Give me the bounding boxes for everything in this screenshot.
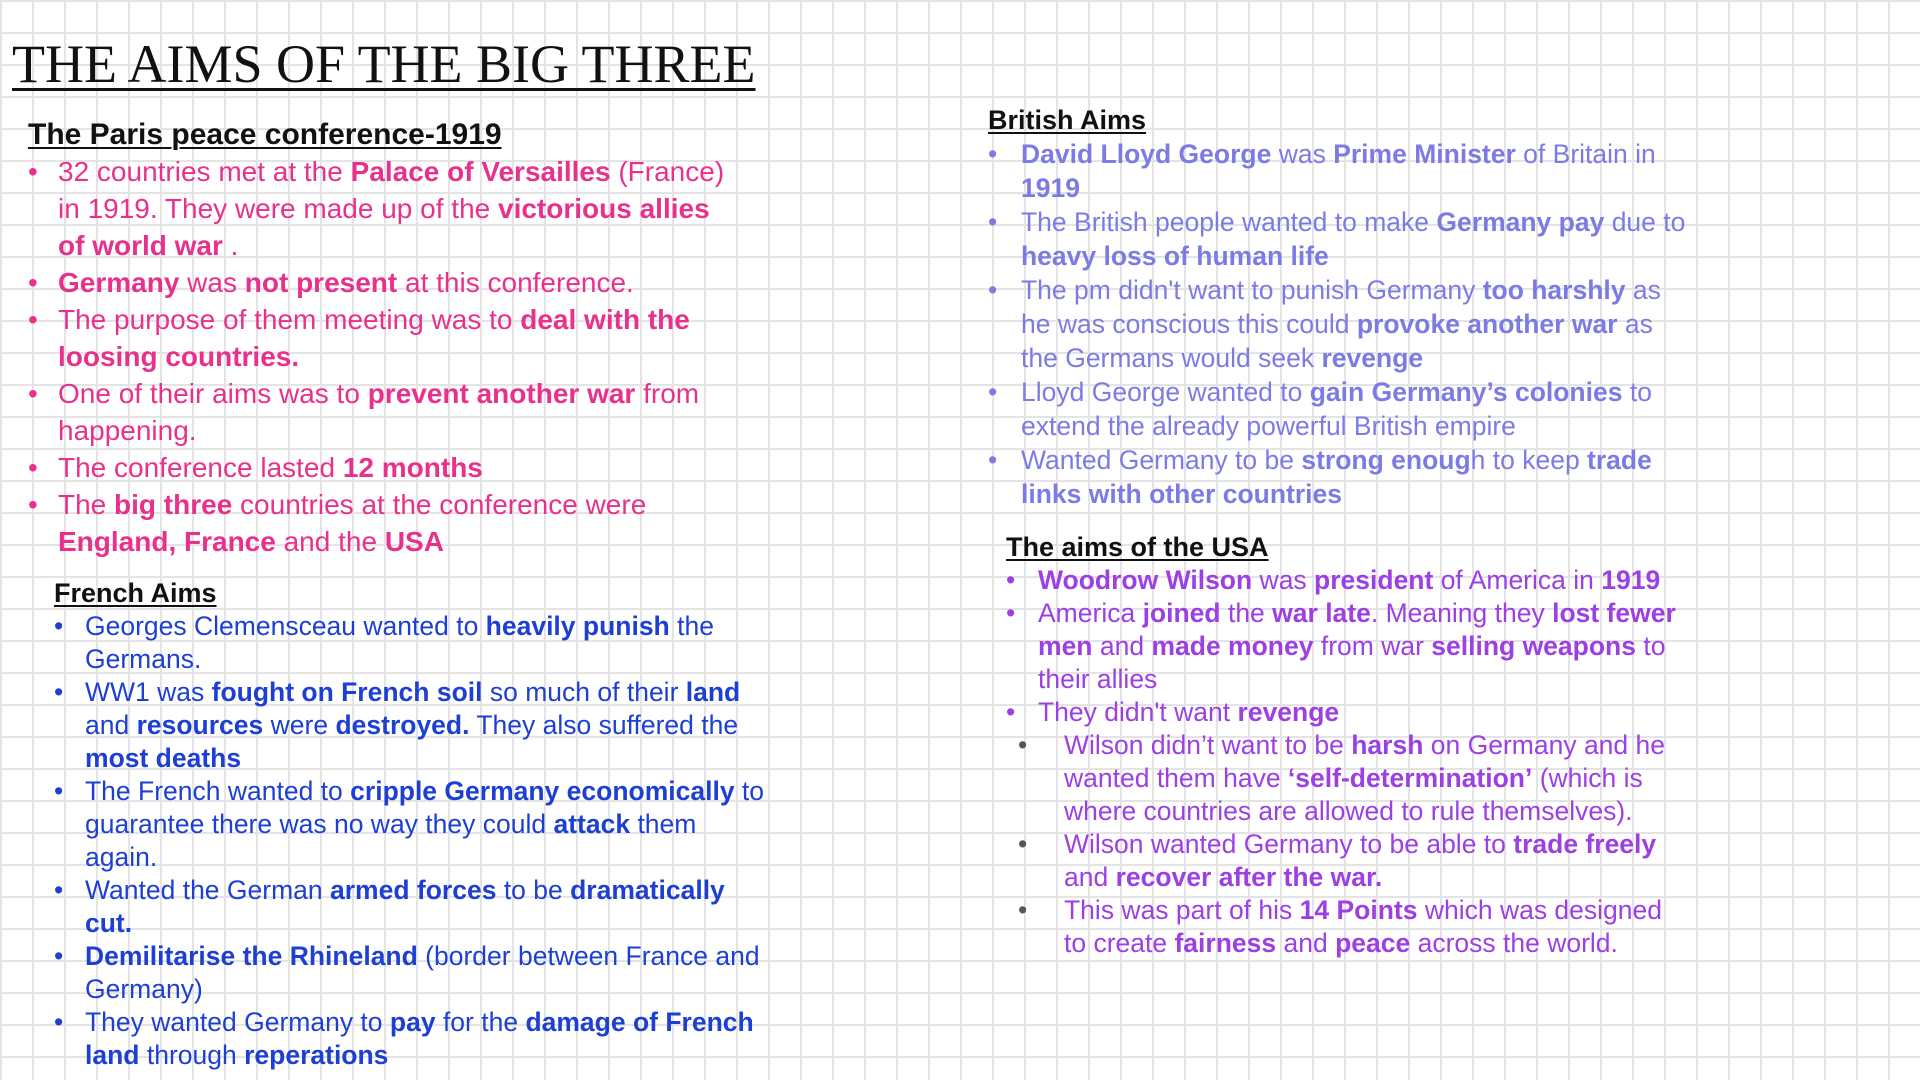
british-aims-section — [988, 103, 1688, 511]
usa-aims-sublist — [1006, 729, 1686, 960]
item-text: Wilson wanted Germany to be able to — [1064, 829, 1514, 859]
item-text: h to keep — [1470, 445, 1588, 475]
item-text: of Britain in — [1515, 139, 1656, 169]
list-item — [1006, 729, 1686, 828]
emphasis-text: cripple Germany economically — [350, 776, 735, 806]
item-text: through — [139, 1040, 245, 1070]
emphasis-text: Demilitarise the Rhineland — [85, 941, 418, 971]
emphasis-text: selling weapons — [1431, 631, 1636, 661]
list-item — [1006, 597, 1686, 696]
emphasis-text: ‘self-determination’ — [1287, 763, 1533, 793]
emphasis-text: big three — [114, 489, 233, 520]
item-text: was — [179, 267, 245, 298]
item-text: to their allies — [1038, 631, 1666, 694]
bullet-icon: • — [54, 677, 64, 707]
bullet-icon: • — [988, 207, 998, 237]
emphasis-text: joined — [1142, 598, 1221, 628]
emphasis-text: 1919 — [1601, 565, 1661, 595]
item-text: from war — [1313, 631, 1432, 661]
item-text: due to — [1604, 207, 1686, 237]
item-text: This was part of his — [1064, 895, 1300, 925]
list-item — [988, 443, 1688, 511]
list-item — [28, 153, 738, 264]
emphasis-text: fought on French soil — [211, 677, 483, 707]
bullet-icon: • — [54, 1007, 64, 1037]
item-text: Wanted Germany to be — [1021, 445, 1302, 475]
item-text: Wilson didn’t want to be — [1064, 730, 1352, 760]
bullet-icon: • — [28, 267, 38, 298]
item-text: countries at the conference were — [232, 489, 647, 520]
list-item — [1006, 696, 1686, 729]
item-text: across the world. — [1410, 928, 1618, 958]
emphasis-text: deal with the loosing countries. — [58, 304, 690, 372]
item-text: as he was conscious this could — [1021, 275, 1661, 339]
bullet-icon: • — [54, 611, 64, 641]
item-text: The British people wanted to make — [1021, 207, 1437, 237]
item-text: so much of their — [482, 677, 686, 707]
emphasis-text: fairness — [1174, 928, 1277, 958]
item-text: The purpose of them meeting was to — [58, 304, 521, 335]
emphasis-text: 1919 — [1021, 173, 1080, 203]
bullet-icon: • — [54, 776, 64, 806]
emphasis-text: revenge — [1321, 343, 1424, 373]
bullet-icon: • — [988, 377, 998, 407]
item-text: and the — [275, 526, 385, 557]
item-text: on Germany and he wanted them have — [1064, 730, 1665, 793]
list-item — [54, 874, 774, 940]
item-text: Lloyd George wanted to — [1021, 377, 1310, 407]
emphasis-text: Germany pay — [1436, 207, 1605, 237]
paris-conference-list — [28, 153, 738, 560]
bullet-icon: • — [28, 489, 38, 520]
item-text: The pm didn't want to punish Germany — [1021, 275, 1483, 305]
french-aims-section — [54, 576, 774, 1072]
emphasis-text: not present — [244, 267, 398, 298]
item-text: (France) in 1919. They were made up of the — [58, 156, 725, 224]
emphasis-text: trade links with other countries — [1021, 445, 1652, 509]
emphasis-text: revenge — [1237, 697, 1340, 727]
bullet-icon: • — [28, 452, 38, 483]
item-text: The French wanted to — [85, 776, 351, 806]
list-item — [54, 1006, 774, 1072]
item-text: as the Germans would seek — [1021, 309, 1653, 373]
item-text: They didn't want — [1038, 697, 1238, 727]
emphasis-text: Palace of Versailles — [350, 156, 611, 187]
emphasis-text: strong enoug — [1301, 445, 1471, 475]
emphasis-text: recover after the war. — [1115, 862, 1383, 892]
emphasis-text: dramatically cut. — [85, 875, 725, 938]
list-item — [28, 375, 738, 449]
emphasis-text: made money — [1151, 631, 1314, 661]
bullet-icon: • — [28, 304, 38, 335]
emphasis-text: 14 Points — [1299, 895, 1418, 925]
item-text: at this conference. — [397, 267, 634, 298]
emphasis-text: USA — [384, 526, 444, 557]
emphasis-text: destroyed. — [335, 710, 470, 740]
bullet-icon: • — [28, 378, 38, 409]
list-item — [1006, 564, 1686, 597]
item-text: and — [1276, 928, 1336, 958]
emphasis-text: Prime Minister — [1333, 139, 1516, 169]
emphasis-text: war late — [1272, 598, 1371, 628]
emphasis-text: president — [1314, 565, 1434, 595]
list-item — [1006, 828, 1686, 894]
emphasis-text: England, France — [58, 526, 276, 557]
list-item — [988, 375, 1688, 443]
emphasis-text: lost fewer men — [1038, 598, 1676, 661]
bullet-icon: • — [1006, 565, 1016, 595]
emphasis-text: damage of French land — [85, 1007, 754, 1070]
item-text: Georges Clemensceau wanted to — [85, 611, 486, 641]
emphasis-text: most deaths — [85, 743, 242, 773]
french-aims-heading: French Aims — [54, 578, 217, 608]
bullet-icon: • — [54, 941, 64, 971]
item-text: Wanted the German — [85, 875, 330, 905]
bullet-icon: • — [988, 139, 998, 169]
emphasis-text: armed forces — [330, 875, 497, 905]
emphasis-text: land — [685, 677, 741, 707]
usa-aims-heading: The aims of the USA — [1006, 532, 1269, 562]
bullet-icon: • — [54, 875, 64, 905]
item-text: to guarantee there was no way they could — [85, 776, 765, 839]
item-text: (border between France and Germany) — [85, 941, 760, 1004]
bullet-icon: • — [1018, 895, 1028, 925]
page-title: THE AIMS OF THE BIG THREE — [12, 34, 756, 94]
emphasis-text: harsh — [1351, 730, 1424, 760]
list-item — [28, 264, 738, 301]
item-text: The conference lasted — [58, 452, 343, 483]
emphasis-text: Woodrow Wilson — [1038, 565, 1253, 595]
list-item — [54, 676, 774, 775]
item-text: from happening. — [58, 378, 700, 446]
item-text: . Meaning they — [1370, 598, 1553, 628]
usa-aims-list — [1006, 564, 1686, 729]
emphasis-text: too harshly — [1482, 275, 1626, 305]
item-text: was — [1252, 565, 1315, 595]
emphasis-text: Germany — [58, 267, 180, 298]
list-item — [988, 205, 1688, 273]
item-text: of America in — [1433, 565, 1602, 595]
emphasis-text: David Lloyd George — [1021, 139, 1272, 169]
emphasis-text: trade freely — [1513, 829, 1657, 859]
list-item — [988, 273, 1688, 375]
item-text: were — [263, 710, 336, 740]
british-aims-heading: British Aims — [988, 105, 1147, 135]
bullet-icon: • — [1018, 730, 1028, 760]
emphasis-text: prevent another war — [367, 378, 636, 409]
emphasis-text: 12 months — [342, 452, 483, 483]
list-item — [54, 940, 774, 1006]
emphasis-text: heavily punish — [485, 611, 670, 641]
list-item — [988, 137, 1688, 205]
emphasis-text: peace — [1335, 928, 1411, 958]
item-text: the Germans. — [85, 611, 714, 674]
emphasis-text: provoke another war — [1356, 309, 1618, 339]
item-text: One of their aims was to — [58, 378, 368, 409]
item-text: and — [85, 710, 137, 740]
item-text: WW1 was — [85, 677, 212, 707]
emphasis-text: heavy loss of human life — [1021, 241, 1329, 271]
item-text: to be — [496, 875, 571, 905]
bullet-icon: • — [1018, 829, 1028, 859]
bullet-icon: • — [28, 156, 38, 187]
item-text: The — [58, 489, 115, 520]
item-text: . — [222, 230, 239, 261]
list-item — [1006, 894, 1686, 960]
emphasis-text: attack — [553, 809, 631, 839]
item-text: to extend the already powerful British empire — [1021, 377, 1652, 441]
item-text: them again. — [85, 809, 697, 872]
list-item — [28, 301, 738, 375]
bullet-icon: • — [988, 445, 998, 475]
item-text: for the — [435, 1007, 526, 1037]
paris-conference-section — [28, 117, 738, 560]
item-text: the — [1220, 598, 1273, 628]
emphasis-text: victorious allies of world war — [58, 193, 710, 261]
item-text: and — [1092, 631, 1152, 661]
bullet-icon: • — [988, 275, 998, 305]
emphasis-text: resources — [136, 710, 264, 740]
item-text: They wanted Germany to — [85, 1007, 390, 1037]
item-text: was — [1271, 139, 1334, 169]
emphasis-text: pay — [389, 1007, 436, 1037]
emphasis-text: reperations — [244, 1040, 389, 1070]
list-item — [54, 775, 774, 874]
usa-aims-section — [1006, 530, 1686, 960]
item-text: They also suffered the — [469, 710, 739, 740]
item-text: (which is where countries are allowed to rule themselves). — [1064, 763, 1643, 826]
item-text: 32 countries met at the — [58, 156, 351, 187]
bullet-icon: • — [1006, 598, 1016, 628]
list-item — [28, 449, 738, 486]
list-item — [28, 486, 738, 560]
bullet-icon: • — [1006, 697, 1016, 727]
british-aims-list — [988, 137, 1688, 511]
list-item — [54, 610, 774, 676]
item-text: America — [1038, 598, 1143, 628]
paris-conference-heading: The Paris peace conference-1919 — [28, 118, 502, 151]
item-text: which was designed to create — [1064, 895, 1662, 958]
french-aims-list — [54, 610, 774, 1072]
item-text: and — [1064, 862, 1116, 892]
emphasis-text: gain Germany’s colonies — [1309, 377, 1623, 407]
